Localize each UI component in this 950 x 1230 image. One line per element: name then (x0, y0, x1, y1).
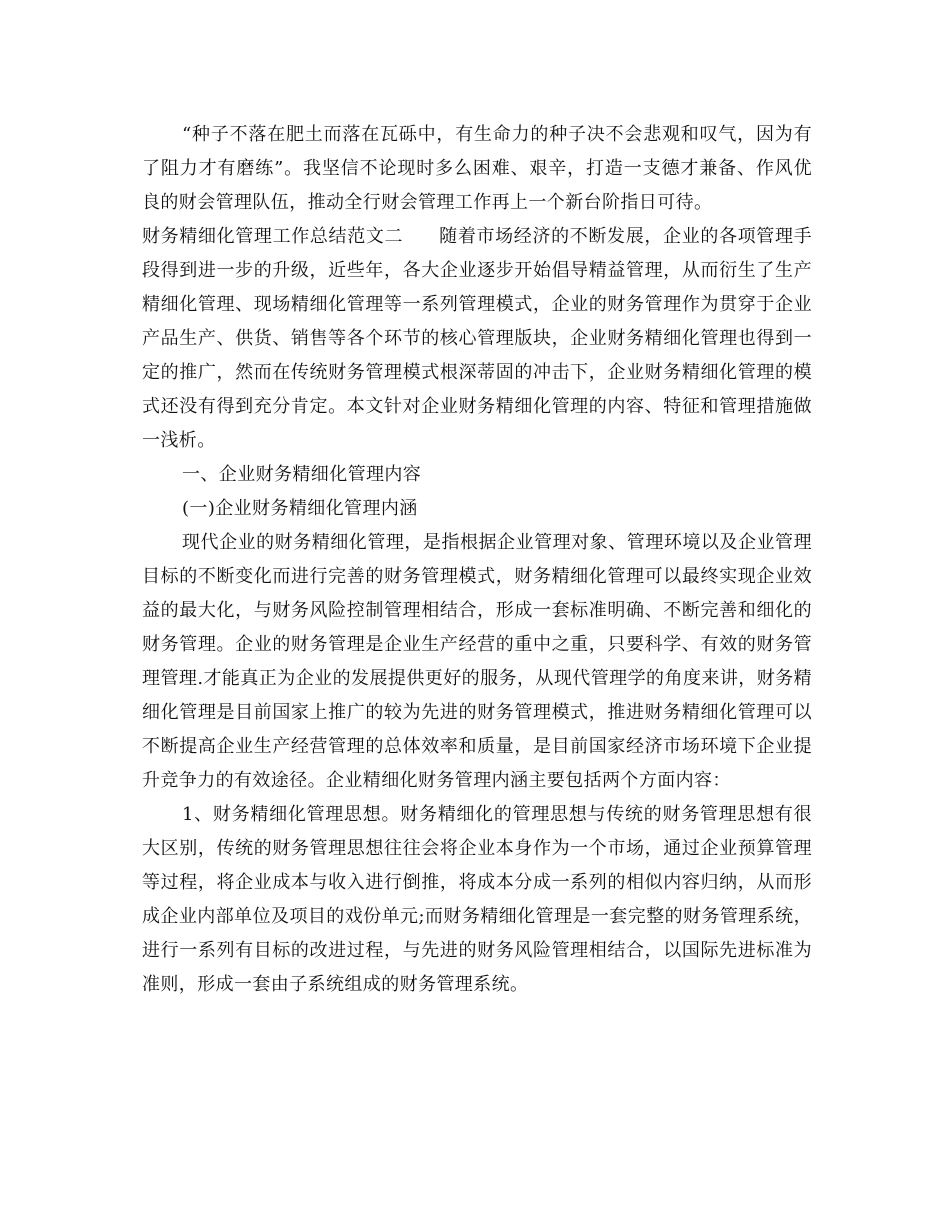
heading-level-1: 一、企业财务精细化管理内容 (182, 464, 422, 485)
paragraph-point-1: 1、财务精细化管理思想。财务精细化的管理思想与传统的财务管理思想有很大区别，传统的财务管理思想往往会将企业本身作为一个市场，通过企业预算管理等过程，将企业成本与收入进行倒推，将成本分成一系列的相似内容归纳，从而形成企业内部单位及项目的戏份单元;而财务精细化管理是一套完整的财务管理系统，进行一系列有目标的改进过程，与先进的财务风险管理相结合，以国际先进标准为准则，形成一套由子系统组成的财务管理系统。 (142, 804, 812, 995)
paragraph-definition: 现代企业的财务精细化管理，是指根据企业管理对象、管理环境以及企业管理目标的不断变化而进行完善的财务管理模式，财务精细化管理可以最终实现企业效益的最大化，与财务风险控制管理相结合，形成一套标准明确、不断完善和细化的财务管理。企业的财务管理是企业生产经营的重中之重，只要科学、有效的财务管理管理.才能真正为企业的发展提供更好的服务，从现代管理学的角度来讲，财务精细化管理是目前国家上推广的较为先进的财务管理模式，推进财务精细化管理可以不断提高企业生产经营管理的总体效率和质量，是目前国家经济市场环境下企业提升竞争力的有效途径。企业精细化财务管理内涵主要包括两个方面内容： (142, 532, 812, 791)
document-title: 财务精细化管理工作总结范文二 (142, 226, 404, 247)
paragraph-intro (142, 220, 812, 458)
intro-text: 随着市场经济的不断发展，企业的各项管理手段得到进一步的升级，近些年，各大企业逐步开始倡导精益管理，从而衍生了生产精细化管理、现场精细化管理等一系列管理模式，企业的财务管理作为贯穿于企业产品生产、供货、销售等各个环节的核心管理版块，企业财务精细化管理也得到一定的推广，然而在传统财务管理模式根深蒂固的冲击下，企业财务精细化管理的模式还没有得到充分肯定。本文针对企业财务精细化管理的内容、特征和管理措施做一浅析。 (142, 226, 813, 451)
paragraph-quote: “种子不落在肥土而落在瓦砾中，有生命力的种子决不会悲观和叹气，因为有了阻力才有磨练”。我坚信不论现时多么困难、艰辛，打造一支德才兼备、作风优良的财会管理队伍，推动全行财会管理工作再上一个新台阶指日可待。 (142, 124, 812, 213)
document-body (142, 118, 812, 1002)
heading-level-2: (一)企业财务精细化管理内涵 (182, 498, 418, 519)
